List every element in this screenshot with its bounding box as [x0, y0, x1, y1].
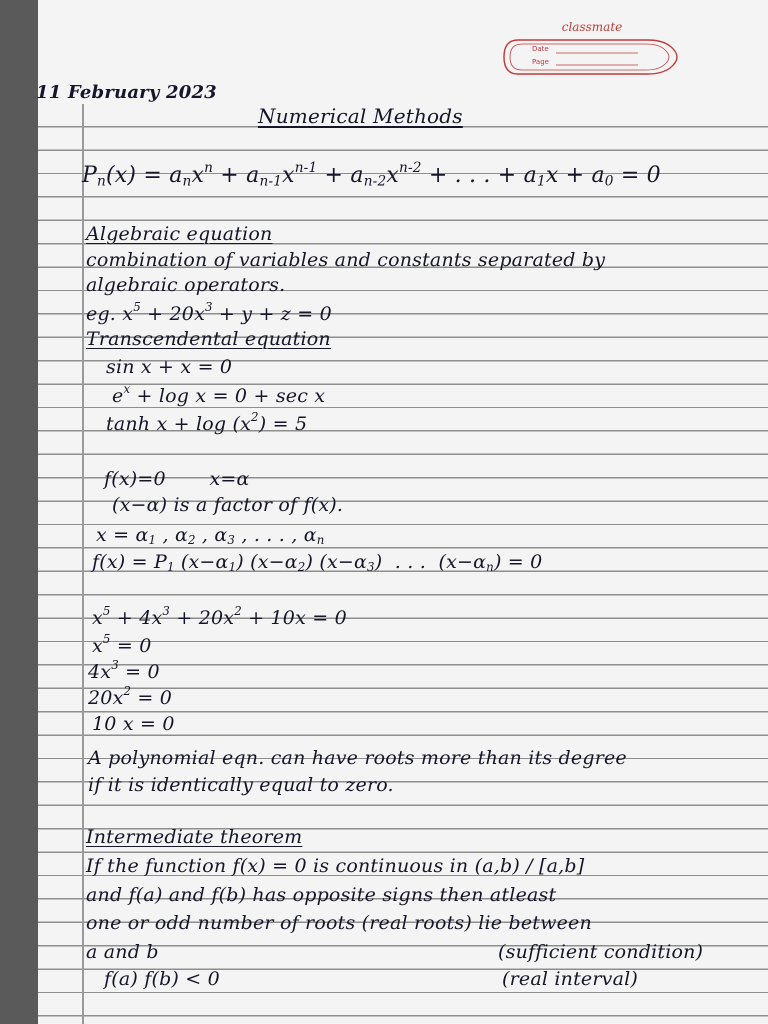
ivt-line-4: a and b [86, 941, 159, 963]
ivt-line-5-right: (real interval) [502, 968, 639, 990]
root-line-2: (x−α) is a factor of f(x). [112, 494, 344, 516]
ivt-line-2: and f(a) and f(b) has opposite signs then atleast [86, 884, 557, 906]
example-line-3: $4x^3 = 0$ [88, 658, 160, 683]
margin-line [82, 104, 84, 1024]
transcendental-heading: Transcendental equation [86, 328, 331, 350]
trans-example-1: sin x + x = 0 [106, 356, 233, 378]
algebraic-def-1: combination of variables and constants separated by [86, 249, 606, 271]
logo-frame-icon [498, 32, 688, 82]
root-line-1: f(x)=0 x=α [104, 468, 250, 490]
eg-prefix: eg. [86, 302, 117, 325]
ivt-line-3: one or odd number of roots (real roots) lie between [86, 912, 592, 934]
polynomial-line: $P_n(x) = a_nx^n + a_{n-1}x^{n-1} + a_{n-2}x^{n-2}$ + . . . + $a_1x + a_0 = 0$ [82, 160, 661, 190]
note-line-1: A polynomial eqn. can have roots more than its degree [88, 747, 627, 769]
ivt-line-5: f(a) f(b) < 0 [104, 968, 220, 990]
ivt-line-4-right: (sufficient condition) [498, 941, 704, 963]
algebraic-example: eg. $x^5 + 20x^3 + y + z = 0$ [86, 300, 332, 325]
algebraic-def-2: algebraic operators. [86, 274, 286, 296]
ivt-line-1: If the function f(x) = 0 is continuous in (a,b) / [a,b] [86, 855, 585, 877]
example-line-1: $x^5 + 4x^3 + 20x^2 + 10x = 0$ [92, 604, 347, 629]
root-line-4: $f(x) = P_1$ $(x-\alpha_1)$ $(x-\alpha_2)$ $(x-\alpha_3)$ . . . $(x-\alpha_n) = 0$ [92, 551, 543, 574]
example-line-4: $20x^2 = 0$ [88, 684, 173, 709]
trans-example-3: $\tanh x + \log (x^2) = 5$ [106, 410, 308, 435]
example-line-5: 10 x = 0 [92, 713, 175, 735]
logo-date-label: Date [532, 45, 549, 53]
algebraic-heading: Algebraic equation [86, 223, 273, 245]
ivt-heading: Intermediate theorem [86, 826, 303, 848]
logo-page-label: Page [532, 58, 549, 66]
example-line-2: $x^5 = 0$ [92, 632, 152, 657]
classmate-logo [498, 20, 688, 82]
page-date: 11 February 2023 [36, 82, 217, 103]
logo-brand-text: classmate [561, 20, 623, 34]
trans-example-2: $e^x + \log x = 0 + \sec x$ [112, 382, 326, 407]
root-line-3: $x = \alpha_1$ , $\alpha_2$ , $\alpha_3$ , . . . , $\alpha_n$ [96, 524, 325, 547]
page-title: Numerical Methods [258, 104, 463, 128]
note-line-2: if it is identically equal to zero. [88, 774, 394, 796]
